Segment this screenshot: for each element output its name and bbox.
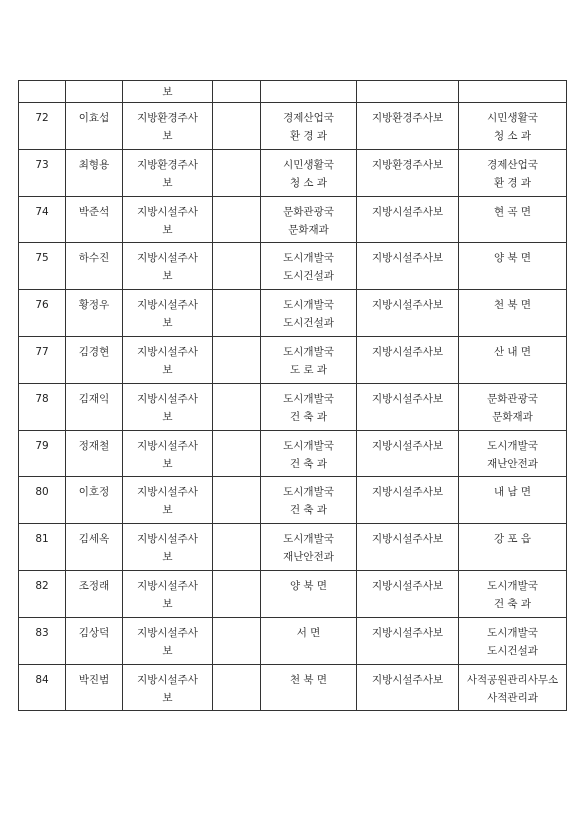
- cell-no: 72: [19, 103, 66, 150]
- table-row: [19, 617, 567, 664]
- cell-no: 78: [19, 383, 66, 430]
- table-row: [19, 664, 567, 711]
- table-row: [19, 149, 567, 196]
- cell-from: [261, 570, 357, 617]
- table-row-continued: [19, 81, 567, 103]
- cell-blank: [213, 196, 261, 243]
- table-row: [19, 477, 567, 524]
- cell-rank: [123, 103, 213, 150]
- cell-rank: [123, 477, 213, 524]
- to-line: 문화재과: [492, 410, 533, 423]
- table-row: [19, 243, 567, 290]
- personnel-table: [18, 80, 567, 711]
- to-line: 현 곡 면: [493, 205, 532, 218]
- cell-blank: [213, 103, 261, 150]
- cell-no: [19, 81, 66, 103]
- rank-line: 지방시설주사: [137, 673, 198, 686]
- rank-line: 지방시설주사: [137, 579, 198, 592]
- cell-to: [459, 103, 567, 150]
- cell-rank: [123, 617, 213, 664]
- cell-no: 77: [19, 336, 66, 383]
- to-line: 환 경 과: [493, 176, 532, 189]
- cell-no: 83: [19, 617, 66, 664]
- cell-new-rank: 지방환경주사보: [357, 149, 459, 196]
- cell-from: [261, 336, 357, 383]
- rank-line: 보: [162, 130, 173, 142]
- cell-name: 김상덕: [66, 617, 123, 664]
- rank-line: 보: [162, 457, 173, 470]
- cell-rank: [123, 290, 213, 337]
- rank-line: 보: [162, 176, 173, 189]
- cell-name: 박준석: [66, 196, 123, 243]
- cell-no: 73: [19, 149, 66, 196]
- table-body: [19, 81, 567, 711]
- rank-line: 지방환경주사: [137, 112, 198, 124]
- cell-blank: [213, 617, 261, 664]
- cell-rank: [123, 524, 213, 571]
- cell-new-rank: 지방시설주사보: [357, 430, 459, 477]
- cell-name: 김경현: [66, 336, 123, 383]
- cell-blank: [213, 524, 261, 571]
- from-line: 서 면: [296, 626, 321, 639]
- cell-name: 김재익: [66, 383, 123, 430]
- table-row: [19, 383, 567, 430]
- rank-line: 지방시설주사: [137, 439, 198, 452]
- from-line: 양 북 면: [289, 579, 328, 592]
- cell-from: [261, 430, 357, 477]
- to-line: 도시개발국: [487, 579, 538, 592]
- table-row: [19, 290, 567, 337]
- from-line: 건 축 과: [289, 457, 328, 470]
- cell-rank: [123, 149, 213, 196]
- from-line: 문화관광국: [283, 205, 334, 218]
- cell-from: [261, 290, 357, 337]
- to-line: 사적공원관리사무소: [466, 673, 559, 686]
- cell-rank: [123, 243, 213, 290]
- from-line: 도 로 과: [289, 363, 328, 376]
- rank-line: 보: [162, 270, 173, 283]
- cell-from: [261, 196, 357, 243]
- cell-name: 최형용: [66, 149, 123, 196]
- cell-new-rank: 지방시설주사보: [357, 196, 459, 243]
- table-row: [19, 570, 567, 617]
- cell-no: 80: [19, 477, 66, 524]
- rank-line: 보: [162, 597, 173, 610]
- cell-blank: [213, 243, 261, 290]
- rank-line: 지방환경주사: [137, 158, 198, 171]
- cell-to: [459, 81, 567, 103]
- table-row: [19, 524, 567, 571]
- cell-name: 황정우: [66, 290, 123, 337]
- from-line: 재난안전과: [283, 551, 334, 564]
- cell-blank: [213, 664, 261, 711]
- cell-blank: [213, 290, 261, 337]
- cell-new-rank: 지방시설주사보: [357, 617, 459, 664]
- to-line: 도시개발국: [487, 626, 538, 639]
- cell-new-rank: 지방시설주사보: [357, 664, 459, 711]
- cell-blank: [213, 477, 261, 524]
- to-line: 재난안전과: [487, 457, 538, 470]
- cell-blank: [213, 81, 261, 103]
- cell-to: [459, 570, 567, 617]
- cell-rank: [123, 383, 213, 430]
- cell-no: 76: [19, 290, 66, 337]
- cell-from: [261, 103, 357, 150]
- rank-line: 지방시설주사: [137, 392, 198, 405]
- cell-new-rank: 지방시설주사보: [357, 243, 459, 290]
- rank-fragment: 보: [162, 86, 173, 98]
- from-line: 환 경 과: [289, 130, 328, 142]
- table-row: [19, 103, 567, 150]
- table-row: [19, 430, 567, 477]
- cell-from: [261, 617, 357, 664]
- from-line: 건 축 과: [289, 504, 328, 517]
- rank-line: 보: [162, 504, 173, 517]
- table-row: [19, 196, 567, 243]
- cell-to: [459, 477, 567, 524]
- rank-line: 보: [162, 317, 173, 330]
- cell-to: [459, 196, 567, 243]
- cell-to: [459, 290, 567, 337]
- cell-new-rank: 지방시설주사보: [357, 383, 459, 430]
- cell-new-rank: 지방시설주사보: [357, 336, 459, 383]
- cell-no: 75: [19, 243, 66, 290]
- cell-from: [261, 524, 357, 571]
- cell-no: 74: [19, 196, 66, 243]
- rank-line: 지방시설주사: [137, 486, 198, 499]
- from-line: 천 북 면: [289, 673, 328, 686]
- to-line: 시민생활국: [487, 112, 538, 124]
- cell-new-rank: 지방시설주사보: [357, 570, 459, 617]
- from-line: 건 축 과: [289, 410, 328, 423]
- cell-new-rank: 지방환경주사보: [357, 103, 459, 150]
- to-line: 청 소 과: [493, 130, 532, 142]
- cell-to: [459, 149, 567, 196]
- cell-blank: [213, 149, 261, 196]
- cell-to: [459, 664, 567, 711]
- rank-line: 보: [162, 363, 173, 376]
- cell-from: [261, 477, 357, 524]
- from-line: 도시개발국: [283, 345, 334, 358]
- cell-no: 84: [19, 664, 66, 711]
- cell-no: 81: [19, 524, 66, 571]
- from-line: 도시개발국: [283, 252, 334, 265]
- from-line: 도시건설과: [283, 270, 334, 283]
- cell-new-rank: 지방시설주사보: [357, 477, 459, 524]
- rank-line: 지방시설주사: [137, 252, 198, 265]
- to-line: 천 북 면: [493, 299, 532, 312]
- cell-rank: [123, 336, 213, 383]
- to-line: 양 북 면: [493, 252, 532, 265]
- rank-line: 지방시설주사: [137, 345, 198, 358]
- cell-name: 이호정: [66, 477, 123, 524]
- cell-to: [459, 336, 567, 383]
- from-line: 문화재과: [288, 223, 329, 236]
- rank-line: 지방시설주사: [137, 533, 198, 546]
- cell-to: [459, 383, 567, 430]
- rank-line: 보: [162, 644, 173, 657]
- cell-rank: [123, 196, 213, 243]
- to-line: 건 축 과: [493, 597, 532, 610]
- cell-no: 79: [19, 430, 66, 477]
- rank-line: 보: [162, 551, 173, 564]
- to-line: 문화관광국: [487, 392, 538, 405]
- rank-line: 보: [162, 410, 173, 423]
- from-line: 도시개발국: [283, 439, 334, 452]
- from-line: 도시건설과: [283, 317, 334, 330]
- cell-blank: [213, 383, 261, 430]
- cell-name: [66, 81, 123, 103]
- cell-new-rank: 지방시설주사보: [357, 290, 459, 337]
- cell-from: [261, 149, 357, 196]
- cell-blank: [213, 570, 261, 617]
- cell-name: 정재철: [66, 430, 123, 477]
- table-row: [19, 336, 567, 383]
- cell-rank: [123, 81, 213, 103]
- cell-from: [261, 243, 357, 290]
- rank-line: 지방시설주사: [137, 205, 198, 218]
- to-line: 경제산업국: [487, 158, 538, 171]
- rank-line: 지방시설주사: [137, 626, 198, 639]
- rank-line: 지방시설주사: [137, 299, 198, 312]
- cell-from: [261, 664, 357, 711]
- cell-to: [459, 617, 567, 664]
- from-line: 경제산업국: [283, 112, 334, 124]
- to-line: 도시건설과: [487, 644, 538, 657]
- cell-to: [459, 524, 567, 571]
- cell-no: 82: [19, 570, 66, 617]
- cell-blank: [213, 336, 261, 383]
- from-line: 도시개발국: [283, 299, 334, 312]
- to-line: 산 내 면: [493, 345, 532, 358]
- cell-to: [459, 430, 567, 477]
- rank-line: 보: [162, 691, 173, 704]
- cell-from: [261, 81, 357, 103]
- from-line: 도시개발국: [283, 486, 334, 499]
- cell-name: 하수진: [66, 243, 123, 290]
- from-line: 도시개발국: [283, 392, 334, 405]
- cell-rank: [123, 664, 213, 711]
- cell-rank: [123, 430, 213, 477]
- cell-name: 박진범: [66, 664, 123, 711]
- cell-name: 조정래: [66, 570, 123, 617]
- to-line: 사적관리과: [487, 691, 538, 704]
- cell-new-rank: [357, 81, 459, 103]
- cell-new-rank: 지방시설주사보: [357, 524, 459, 571]
- cell-from: [261, 383, 357, 430]
- to-line: 내 남 면: [493, 486, 532, 499]
- to-line: 강 포 읍: [493, 533, 532, 546]
- cell-to: [459, 243, 567, 290]
- from-line: 청 소 과: [289, 176, 328, 189]
- rank-line: 보: [162, 223, 173, 236]
- cell-blank: [213, 430, 261, 477]
- cell-rank: [123, 570, 213, 617]
- cell-name: 김세옥: [66, 524, 123, 571]
- to-line: 도시개발국: [487, 439, 538, 452]
- from-line: 시민생활국: [283, 158, 334, 171]
- from-line: 도시개발국: [283, 533, 334, 546]
- cell-name: 이효섭: [66, 103, 123, 150]
